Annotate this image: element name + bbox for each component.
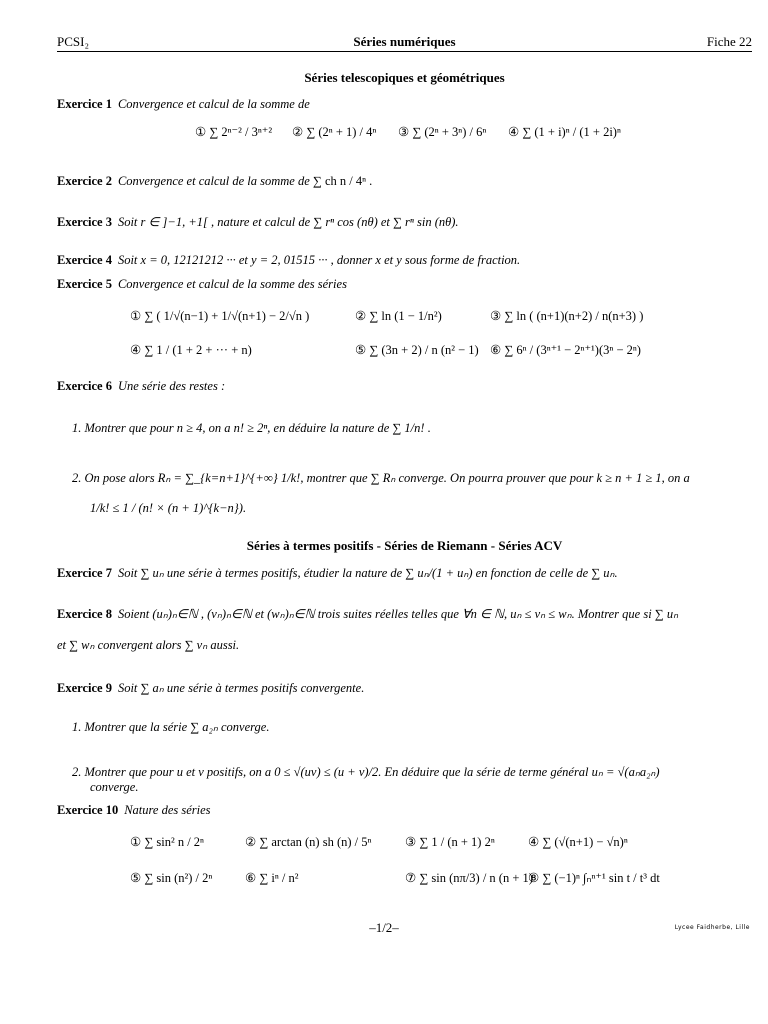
- exercise-9-item-2-cont: converge.: [90, 780, 139, 794]
- page-number: –1/2–: [369, 920, 399, 935]
- section-title-1: Séries telescopiques et géométriques: [304, 70, 505, 85]
- exercise-label: Exercice 5: [57, 277, 112, 291]
- exercise-6-item-2-cont: 1/k! ≤ 1 / (n! × (n + 1)^{k−n}).: [90, 501, 247, 515]
- exercise-1: [57, 96, 752, 112]
- formula-e5-5: ⑤ ∑ (3n + 2) / n (n² − 1): [355, 343, 479, 357]
- header: [57, 34, 752, 52]
- exercise-label: Exercice 9: [57, 681, 112, 695]
- exercise-label: Exercice 4: [57, 253, 112, 267]
- exercise-6-item-2: 2. On pose alors Rₙ = ∑_{k=n+1}^{+∞} 1/k!, montrer que ∑ Rₙ converge. On pourra prouver que pour k ≥ n + 1 ≥ 1, on a: [72, 471, 690, 485]
- exercise-9: [57, 680, 752, 696]
- exercise-text: Soit ∑ aₙ une série à termes positifs convergente.: [117, 681, 365, 695]
- exercise-label: Exercice 7: [57, 566, 112, 580]
- exercise-9-item-2: 2. Montrer que pour u et v positifs, on a 0 ≤ √(uv) ≤ (u + v)/2. En déduire que la série de terme général uₙ = √(aₙa₂ₙ): [72, 765, 660, 779]
- exercise-label: Exercice 3: [57, 215, 112, 229]
- formula-e10-8: ⑧ ∑ (−1)ⁿ ∫ₙⁿ⁺¹ sin t / t³ dt: [528, 871, 660, 885]
- formula-e5-6: ⑥ ∑ 6ⁿ / (3ⁿ⁺¹ − 2ⁿ⁺¹)(3ⁿ − 2ⁿ): [490, 343, 641, 357]
- formula-e1-1: ① ∑ 2ⁿ⁻² / 3ⁿ⁺²: [195, 125, 273, 139]
- exercise-label: Exercice 8: [57, 607, 112, 621]
- exercise-6-item-1: 1. Montrer que pour n ≥ 4, on a n! ≥ 2ⁿ, en déduire la nature de ∑ 1/n! .: [72, 421, 431, 435]
- exercise-10: [57, 802, 752, 818]
- formula-e1-3: ③ ∑ (2ⁿ + 3ⁿ) / 6ⁿ: [398, 125, 487, 139]
- exercise-9-item-1: 1. Montrer que la série ∑ a₂ₙ converge.: [72, 720, 270, 734]
- section-title-2: Séries à termes positifs - Séries de Riemann - Séries ACV: [246, 538, 563, 553]
- formula-e10-5: ⑤ ∑ sin (n²) / 2ⁿ: [130, 871, 213, 885]
- exercise-label: Exercice 2: [57, 174, 112, 188]
- exercise-formula: ∑ ch n / 4ⁿ .: [312, 174, 373, 188]
- exercise-text: Convergence et calcul de la somme de: [117, 97, 310, 111]
- exercise-text: Soient (uₙ)ₙ∈ℕ , (vₙ)ₙ∈ℕ et (wₙ)ₙ∈ℕ trois suites réelles telles que ∀n ∈ ℕ, uₙ ≤ vₙ ≤ wₙ. Montrer que si ∑ uₙ: [117, 607, 679, 621]
- exercise-8-cont: et ∑ wₙ convergent alors ∑ vₙ aussi.: [57, 638, 240, 652]
- formula-e1-4: ④ ∑ (1 + i)ⁿ / (1 + 2i)ⁿ: [508, 125, 621, 139]
- exercise-3: [57, 214, 752, 230]
- header-right: Fiche 22: [706, 34, 752, 49]
- exercise-text: Nature des séries: [124, 803, 211, 817]
- formula-e1-2: ② ∑ (2ⁿ + 1) / 4ⁿ: [292, 125, 377, 139]
- formula-e5-1: ① ∑ ( 1/√(n−1) + 1/√(n+1) − 2/√n ): [130, 309, 310, 323]
- exercise-label: Exercice 1: [57, 97, 112, 111]
- formula-e10-4: ④ ∑ (√(n+1) − √n)ⁿ: [528, 835, 628, 849]
- formula-e5-3: ③ ∑ ln ( (n+1)(n+2) / n(n+3) ): [490, 309, 644, 323]
- formula-e5-4: ④ ∑ 1 / (1 + 2 + ··· + n): [130, 343, 252, 357]
- exercise-text: Convergence et calcul de la somme des séries: [117, 277, 347, 291]
- exercise-8: [57, 606, 752, 622]
- formula-e10-3: ③ ∑ 1 / (n + 1) 2ⁿ: [405, 835, 495, 849]
- header-rule: [57, 51, 752, 52]
- header-left: PCSI₂: [57, 34, 89, 49]
- exercise-5: [57, 276, 752, 292]
- exercise-text: Soit ∑ uₙ une série à termes positifs, étudier la nature de ∑ uₙ/(1 + uₙ) en fonction de celle de ∑ uₙ.: [117, 566, 618, 580]
- formula-e10-1: ① ∑ sin² n / 2ⁿ: [130, 835, 204, 849]
- header-title: Séries numériques: [353, 34, 456, 49]
- formula-e10-2: ② ∑ arctan (n) sh (n) / 5ⁿ: [245, 835, 372, 849]
- exercise-label: Exercice 6: [57, 379, 112, 393]
- formula-e5-2: ② ∑ ln (1 − 1/n²): [355, 309, 442, 323]
- exercise-7: [57, 565, 752, 581]
- exercise-4: [57, 252, 752, 268]
- exercise-text: Convergence et calcul de la somme de: [117, 174, 310, 188]
- exercise-2: [57, 173, 752, 189]
- formula-e10-6: ⑥ ∑ iⁿ / n²: [245, 871, 299, 885]
- exercise-text: Une série des restes :: [117, 379, 226, 393]
- formula-e10-7: ⑦ ∑ sin (nπ/3) / n (n + 1): [405, 871, 533, 885]
- exercise-label: Exercice 10: [57, 803, 119, 817]
- exercise-text: Soit x = 0, 12121212 ··· et y = 2, 01515 ··· , donner x et y sous forme de fraction.: [117, 253, 521, 267]
- footer-credit: Lycee Faidherbe, Lille: [674, 924, 750, 931]
- exercise-6: [57, 378, 752, 394]
- exercise-text: Soit r ∈ ]−1, +1[ , nature et calcul de ∑ rⁿ cos (nθ) et ∑ rⁿ sin (nθ).: [117, 215, 459, 229]
